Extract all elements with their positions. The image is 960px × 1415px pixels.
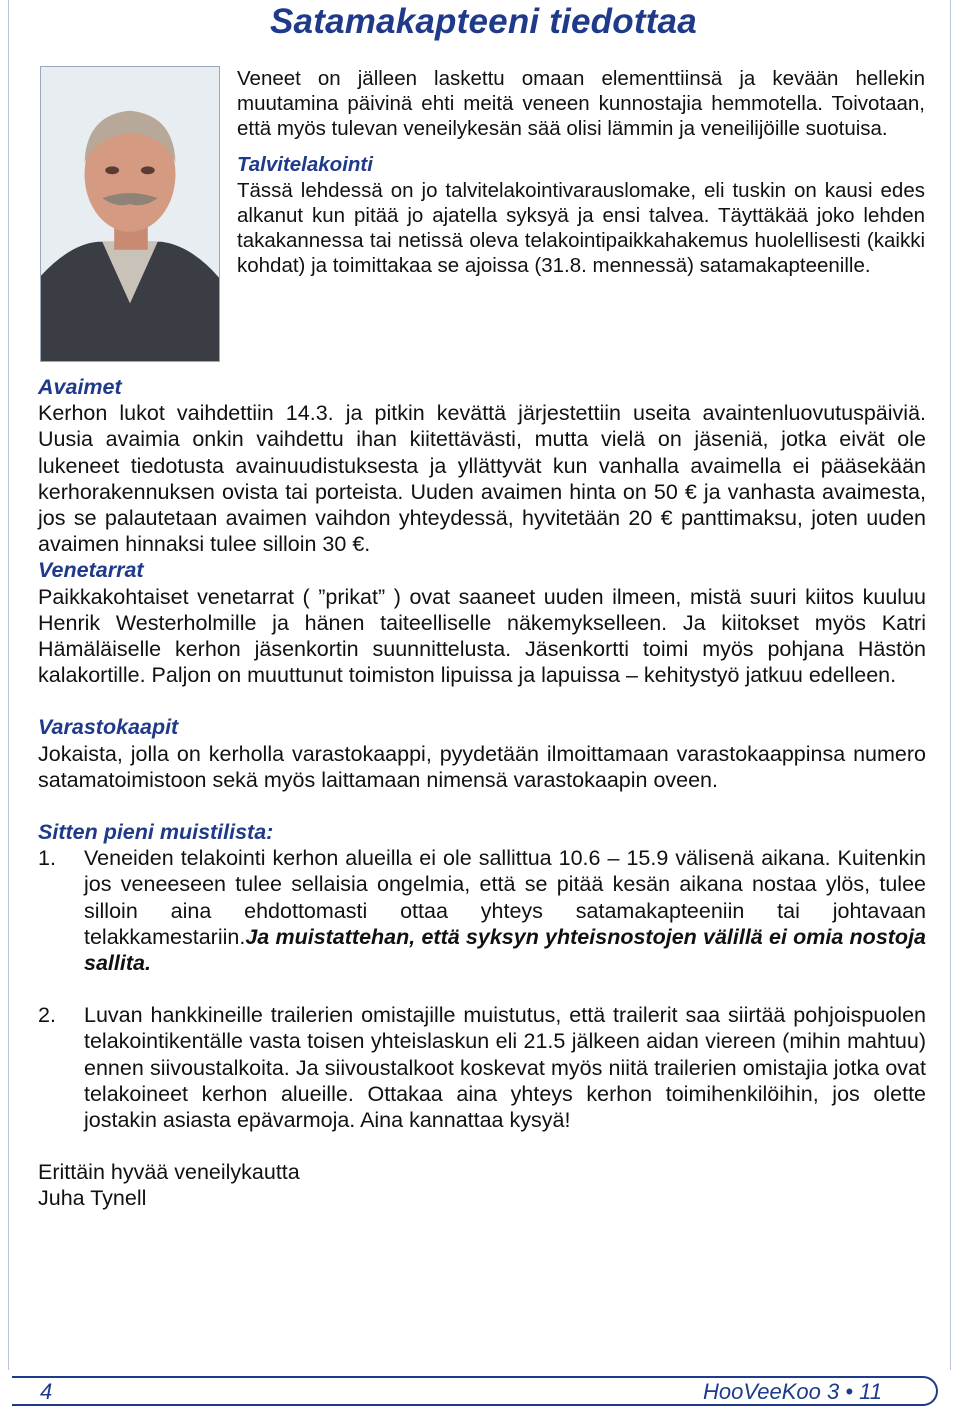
portrait-image (41, 67, 219, 361)
venetarrat-heading: Venetarrat (38, 558, 144, 583)
spacer (38, 688, 926, 714)
article-body (38, 374, 926, 1212)
page-number: 4 (40, 1379, 53, 1404)
list-item-text: Veneiden telakointi kerhon alueilla ei ole sallittua 10.6 – 15.9 välisenä aikana. Kuitenkin jos veneeseen tulee sellaisia ongelmia, että se pitää kesän aikana nostaa ylös, tulee silloin aina ehdottomasti ottaa yhteys satamakapteeniin tai johtavaan telakkamestariin. (84, 846, 926, 949)
venetarrat-text: Paikkakohtaiset venetarrat ( ”prikat” ) ovat saaneet uuden ilmeen, mistä suuri kiitos kuuluu Henrik Westerholmille ja hänen taiteelliselle näkemykselleen. Ja kiitokset myös Katri Hämäläiselle kerhon jäsenkortin suunnittelusta. Jäsenkortti toimi myös pohjana Hästön kalakortille. Paljon on muuttunut toimiston lipuissa ja lapuissa – kehitystyö jatkuu edelleen. (38, 584, 926, 688)
publication-issue: HooVeeKoo 3 • 11 (703, 1379, 882, 1404)
spacer (38, 793, 926, 819)
avaimet-text: Kerhon lukot vaihdettiin 14.3. ja pitkin kevättä järjestettiin useita avaintenluovutuspäiviä. Uusia avaimia onkin vaihdettu ihan kiitettävästi, mutta vielä on jäseniä, jotka eivät ole lukeneet tiedotusta avainuudistuksesta ja yllättyvät kun vanhalla avaimella ei pääsekään kerhorakennuksen ovista tai porteista. Uuden avaimen hinta on 50 € ja vanhasta avaimesta, jos se palautetaan avaimen vaihdon yhteydessä, hyvitetään 20 € panttimaksu, joten uuden avaimen hinnaksi tulee silloin 30 €. (38, 401, 926, 557)
page-frame-left (8, 0, 9, 1370)
page-frame-right (950, 0, 951, 1370)
talvitelakointi-heading: Talvitelakointi (237, 152, 373, 176)
list-text (84, 845, 926, 976)
avaimet-heading: Avaimet (38, 375, 122, 399)
talvitelakointi-text: Tässä lehdessä on jo talvitelakointivarauslomake, eli tuskin on kausi edes alkanut kun pitää jo ajatella syksyä ja ensi talvea. Täyttäkää joko lehden takakannessa tai netissä oleva telakointipaikkahakemus huolellisesti (kaikki kohdat) ja toimittakaa se ajoissa (31.8. mennessä) satamakapteenille. (237, 178, 925, 278)
closing-greeting: Erittäin hyvää veneilykautta (38, 1160, 300, 1185)
page-title: Satamakapteeni tiedottaa (270, 2, 697, 41)
varastokaapit-heading: Varastokaapit (38, 715, 179, 740)
list-number: 2. (38, 1003, 56, 1028)
spacer (38, 1133, 926, 1159)
varastokaapit-text: Jokaista, jolla on kerholla varastokaappi, pyydetään ilmoittamaan varastokaappinsa numero satamatoimistoon sekä myös laittamaan nimensä varastokaapin oveen. (38, 741, 926, 792)
intro-block (237, 66, 925, 279)
closing-signature: Juha Tynell (38, 1186, 147, 1211)
spacer (38, 976, 926, 1002)
list-item-1 (38, 845, 926, 976)
list-item-emphasis: Ja muistatteh​an, että syksyn yhteisnostojen välillä ei omia nostoja sallita. (84, 924, 926, 976)
intro-paragraph: Veneet on jälleen laskettu omaan elementtiinsä ja kevään hellekin muutamina päivinä ehti meitä veneen kunnostajia hemmotella. Toivotaan, että myös tulevan veneilykesän sää olisi lämmin ja veneilijöille suotuisa. (237, 67, 925, 141)
author-portrait (40, 66, 220, 362)
muistilista-heading: Sitten pieni muistilista: (38, 820, 274, 845)
list-text: Luvan hankkineille trailerien omistajille muistutus, että trailerit saa siirtää pohjoispuolen telakointikentälle vasta toisen yhteislaskun eli 21.5 jälkeen aidan viereen (mihin mahtuu) ennen siivoustalkoita. Ja siivoustalkoot koskevat myös niitä trailerien omistajia jotka ovat telakoineet kerhon alueille. Ottakaa aina yhteys kerhon toimihenkilöihin, jos olette jostakin asiasta epävarmoja. Aina kannattaa kysyä! (84, 1003, 926, 1133)
list-item-2 (38, 1002, 926, 1133)
list-number: 1. (38, 846, 56, 871)
